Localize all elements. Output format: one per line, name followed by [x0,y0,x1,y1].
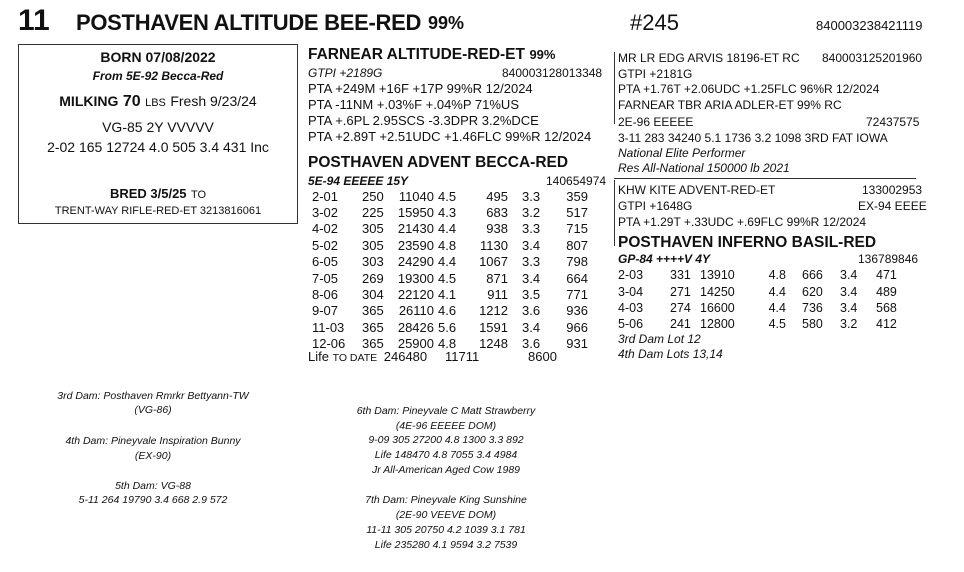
record-cell: 3.3 [522,254,541,270]
maternal-grandsire-reg: 133002953 [862,183,923,197]
maternal-grandsire-gtpi: GTPI +1648G [618,199,693,213]
record-cell: 4.1 [438,287,457,303]
paternal-granddam-record: 3-11 283 34240 5.1 1736 3.2 1098 3RD FAT IOWA [618,131,888,145]
record-cell: 4.4 [768,284,786,299]
record-cell: 3.3 [522,221,541,237]
record-cell: 28426 [397,319,434,335]
granddam-class: GP-84 ++++V 4Y [618,252,711,266]
divider-line [614,178,916,179]
milking-label: MILKING [59,93,119,109]
sire-pta-4: PTA +2.89T +2.51UDC +1.46FLC 99%R 12/2024 [308,129,592,144]
record-cell: 6-05 [312,254,339,270]
record-cell: 9-07 [312,303,339,319]
sire-pta-1: PTA +249M +16F +17P 99%R 12/2024 [308,81,533,96]
lot-number: 11 [18,4,50,37]
sixth-dam-record: 9-09 305 27200 4.8 1300 3.3 892 [368,434,524,446]
sire-reg: 840003128013348 [502,66,603,80]
record-cell: 303 [362,254,384,270]
record-cell: 3.4 [522,270,541,286]
record-cell: 25900 [397,336,434,352]
bred-date: BRED 3/5/25 [109,186,187,201]
paternal-granddam: FARNEAR TBR ARIA ADLER-ET 99% RC [618,98,842,112]
record-cell: 489 [876,284,897,299]
record-cell: 911 [487,287,508,303]
record-cell: 1130 [480,237,508,253]
third-dam-class: (VG-86) [134,404,172,416]
record-cell: 3.5 [522,287,541,303]
paternal-granddam-reg: 72437575 [866,115,920,129]
fourth-dam-class: (EX-90) [134,450,172,462]
dam-reg: 140654974 [546,174,607,188]
record-cell: 4.5 [768,317,786,332]
record-cell: 736 [802,300,823,315]
sire-gtpi: GTPI +2189G [308,66,383,80]
granddam-record-row [618,300,906,316]
seventh-dam-class: (2E-90 VEEVE DOM) [395,509,497,521]
record-cell: 19300 [397,270,434,286]
record-cell: 412 [876,317,897,332]
record-cell: 12800 [700,317,735,332]
record-cell: 1212 [479,303,508,319]
life-protein: 8600 [528,349,557,364]
record-cell: 331 [670,268,691,283]
record-cell: 4.4 [768,300,786,315]
record-cell: 271 [670,284,691,299]
paternal-grandsire-reg: 840003125201960 [822,51,923,65]
record-cell: 16600 [700,300,735,315]
record-cell: 4.8 [768,268,786,283]
bred-to: TO [190,189,207,201]
record-cell: 24290 [397,254,434,270]
record-cell: 2-03 [618,268,644,283]
seventh-dam-life: Life 235280 4.1 9594 3.2 7539 [374,539,518,551]
seventh-dam-record: 11-11 305 20750 4.2 1039 3.1 781 [366,524,526,536]
record-cell: 3-02 [312,205,339,221]
record-cell: 3.4 [840,300,858,315]
record-cell: 938 [486,221,508,237]
milking-value: 70 [122,93,141,110]
granddam-record-row [618,316,906,332]
service-sire: TRENT-WAY RIFLE-RED-ET 3213816061 [54,205,262,217]
dam-record-row [312,254,588,270]
record-cell: 5-06 [618,317,644,332]
record-cell: 11040 [398,188,434,204]
fifth-dam-record: 5-11 264 19790 3.4 668 2.9 572 [78,494,228,506]
bred-line [19,185,297,203]
paternal-granddam-class: 2E-96 EEEEE [618,115,694,129]
record-cell: 771 [566,287,588,303]
record-cell: 250 [362,188,384,204]
record-cell: 580 [802,317,823,332]
life-label: Life [308,349,329,364]
record-cell: 2-01 [312,188,339,204]
record-cell: 23590 [397,237,434,253]
seventh-dam: 7th Dam: Pineyvale King Sunshine [365,494,527,506]
record-cell: 3.4 [840,284,858,299]
record-cell: 12-06 [312,336,346,352]
record-cell: 241 [670,317,691,332]
sire-pta-2: PTA -11NM +.03%F +.04%P 71%US [308,97,519,112]
record-cell: 3-04 [618,284,644,299]
award-res-all-national: Res All-National 150000 lb 2021 [618,161,790,175]
record-cell: 936 [566,303,588,319]
record-cell: 4-02 [312,221,339,237]
classification: VG-85 2Y VVVVV [102,119,214,135]
record-cell: 269 [362,270,384,286]
record-cell: 471 [876,268,897,283]
record-cell: 5-02 [312,237,339,253]
sixth-dam-life: Life 148470 4.8 7055 3.4 4984 [374,449,518,461]
record-cell: 4.4 [438,221,457,237]
granddam-record-row [618,283,906,299]
record-cell: 305 [362,237,384,253]
fresh-date: Fresh 9/23/24 [170,93,257,109]
record-cell: 365 [362,336,384,352]
animal-percent: 99% [428,13,465,33]
sixth-dam: 6th Dam: Pineyvale C Matt Strawberry [356,405,536,417]
record-cell: 3.4 [522,319,541,335]
dam-class: 5E-94 EEEEE 15Y [308,174,409,188]
record-cell: 365 [362,303,384,319]
paternal-grandsire-gtpi: GTPI +2181G [618,67,693,81]
record-cell: 568 [876,300,897,315]
record-cell: 13910 [700,268,735,283]
record-cell: 871 [486,270,508,286]
sire-name: FARNEAR ALTITUDE-RED-ET [308,46,525,63]
record-cell: 1067 [479,254,508,270]
record-cell: 15950 [397,205,434,221]
record-cell: 4.3 [438,205,457,221]
record-cell: 3.4 [840,268,858,283]
record-cell: 225 [362,205,384,221]
record-cell: 7-05 [312,270,339,286]
divider-line [614,52,615,124]
from-dam: From 5E-92 Becca-Red [92,69,224,83]
info-box [18,44,298,224]
record-cell: 4-03 [618,300,644,315]
record-cell: 931 [566,336,588,352]
third-dam-lot: 3rd Dam Lot 12 [618,332,701,346]
life-fat: 11711 [445,349,480,364]
maternal-grandsire: KHW KITE ADVENT-RED-ET [618,183,776,197]
sixth-dam-award: Jr All-American Aged Cow 1989 [371,464,521,476]
sixth-dam-class: (4E-96 EEEEE DOM) [395,420,497,432]
record-cell: 3.3 [522,188,541,204]
production-record: 2-02 165 12724 4.0 505 3.4 431 Inc [47,139,269,155]
life-milk: 246480 [383,349,428,364]
record-cell: 11-03 [312,319,345,335]
record-cell: 1248 [479,336,508,352]
record-cell: 620 [802,284,823,299]
fourth-dam-lots: 4th Dam Lots 13,14 [618,347,723,361]
maternal-grandsire-pta: PTA +1.29T +.33UDC +.69FLC 99%R 12/2024 [618,215,867,229]
record-cell: 798 [566,254,588,270]
record-cell: 3.2 [522,205,541,221]
divider-line [614,180,615,246]
animal-name: POSTHAVEN ALTITUDE BEE-RED [76,10,422,35]
sire-pta-3: PTA +.6PL 2.95SCS -3.3DPR 3.2%DCE [308,113,539,128]
fifth-dam: 5th Dam: VG-88 [115,480,191,492]
milking-line [19,93,297,111]
dam-record-row [312,204,588,220]
record-cell: 5.6 [438,319,457,335]
record-cell: 715 [566,221,588,237]
record-cell: 22120 [397,287,434,303]
record-cell: 966 [566,319,588,335]
dam-record-row [312,319,588,335]
record-cell: 365 [362,319,384,335]
record-cell: 4.8 [438,237,457,253]
record-cell: 3.2 [840,317,858,332]
record-cell: 26110 [398,303,434,319]
maternal-grandsire-class: EX-94 EEEE [858,199,927,213]
life-to-date: TO DATE [332,352,378,364]
fourth-dam: 4th Dam: Pineyvale Inspiration Bunny [65,435,241,447]
record-cell: 4.5 [438,188,457,204]
born-date: BORN 07/08/2022 [100,49,216,65]
record-cell: 3.6 [522,303,541,319]
record-cell: 683 [486,205,508,221]
third-dam: 3rd Dam: Posthaven Rmrkr Bettyann-TW [57,390,249,402]
record-cell: 359 [566,188,588,204]
dam-record-row [312,188,588,204]
record-cell: 495 [486,188,508,204]
record-cell: 4.6 [438,303,457,319]
record-cell: 517 [566,205,588,221]
catalog-number: #245 [630,10,679,35]
record-cell: 1591 [479,319,508,335]
paternal-grandsire: MR LR EDG ARVIS 18196-ET RC [618,51,800,65]
dam-name: POSTHAVEN ADVENT BECCA-RED [308,154,569,171]
granddam-reg: 136789846 [858,252,919,266]
sire-percent: 99% [529,47,556,62]
animal-registration: 840003238421119 [816,18,923,33]
sire-header [308,46,555,64]
record-cell: 14250 [700,284,735,299]
dam-lifetime-row [308,349,557,364]
record-cell: 4.8 [438,336,457,352]
milking-lbs: LBS [145,97,166,109]
record-cell: 807 [566,237,588,253]
dam-record-row [312,237,588,253]
record-cell: 8-06 [312,287,339,303]
record-cell: 664 [566,270,588,286]
dam-record-row [312,270,588,286]
dam-record-row [312,303,588,319]
record-cell: 21430 [397,221,434,237]
record-cell: 3.4 [522,237,541,253]
record-cell: 3.6 [522,336,541,352]
award-national-elite: National Elite Performer [618,146,746,160]
record-cell: 4.4 [438,254,457,270]
record-cell: 4.5 [438,270,457,286]
record-cell: 666 [802,268,823,283]
dam-record-row [312,286,588,302]
record-cell: 304 [362,287,384,303]
record-cell: 305 [362,221,384,237]
dam-record-row [312,221,588,237]
granddam-record-row [618,267,906,283]
granddam-records-table [618,267,906,333]
paternal-grandsire-pta: PTA +1.76T +2.06UDC +1.25FLC 96%R 12/2024 [618,82,880,96]
granddam-name: POSTHAVEN INFERNO BASIL-RED [618,234,877,251]
dam-records-table [312,188,588,352]
record-cell: 274 [670,300,691,315]
